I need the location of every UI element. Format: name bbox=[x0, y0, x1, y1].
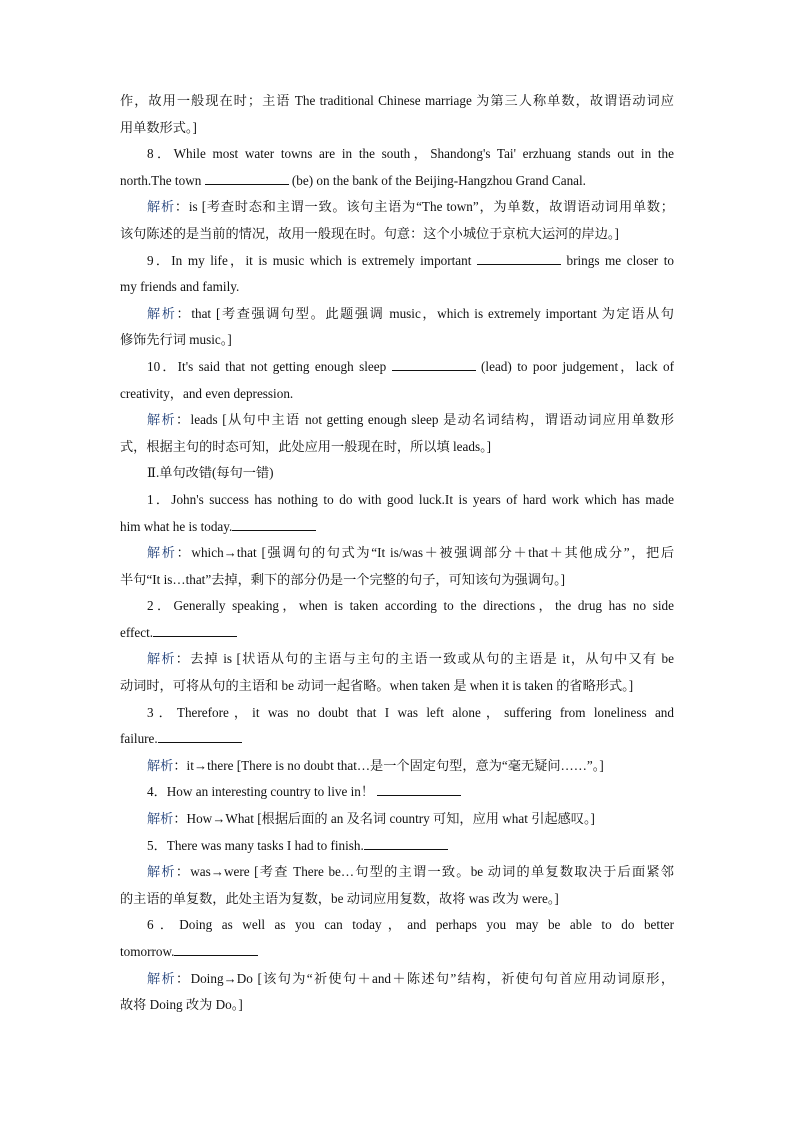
answer-blank bbox=[477, 263, 561, 265]
answer-blank bbox=[364, 848, 448, 850]
answer-analysis-line bbox=[120, 859, 674, 886]
line-text: 的主语的单复数，此处主语为复数，be 动词应用复数，故将 was 改为 were。] bbox=[120, 890, 559, 906]
text-line bbox=[120, 274, 674, 301]
answer-analysis-line bbox=[120, 966, 674, 993]
line-text: ：leads [从句中主语 not getting enough sleep 是动名词结构，谓语动词应用单数形 bbox=[176, 412, 674, 428]
line-text: 3．Therefore，it was no doubt that I was left alone，suffering from loneliness and bbox=[147, 704, 674, 720]
line-text: ：is [考查时态和主谓一致。该句主语为“The town”，为单数，故谓语动词用单数； bbox=[174, 199, 674, 215]
answer-blank bbox=[377, 794, 461, 796]
analysis-label: 解析 bbox=[147, 412, 177, 428]
line-text: failure. bbox=[120, 731, 158, 747]
answer-analysis-line bbox=[120, 753, 674, 780]
line-text-after-blank: (lead) to poor judgement，lack of bbox=[475, 358, 674, 374]
line-text: 修饰先行词 music。] bbox=[120, 332, 232, 348]
line-text: Ⅱ.单句改错(每句一错) bbox=[147, 465, 274, 481]
line-text: 5．There was many tasks I had to finish. bbox=[147, 837, 364, 853]
text-line bbox=[120, 88, 674, 115]
analysis-label: 解析 bbox=[147, 199, 175, 215]
analysis-label: 解析 bbox=[147, 811, 174, 827]
text-line bbox=[120, 567, 674, 594]
text-line bbox=[120, 992, 674, 1019]
text-line bbox=[120, 487, 674, 514]
answer-blank bbox=[153, 635, 237, 637]
text-line bbox=[120, 115, 674, 142]
analysis-label: 解析 bbox=[147, 864, 176, 880]
text-line bbox=[120, 434, 674, 461]
text-line bbox=[120, 354, 674, 381]
line-text: 动词时，可将从句的主语和 be 动词一起省略。when taken 是 when it is taken 的省略形式。] bbox=[120, 678, 634, 694]
line-text: ：去掉 is [状语从句的主语与主句的主语一致或从句的主语是 it，从句中又有 be bbox=[175, 651, 674, 667]
analysis-label: 解析 bbox=[147, 545, 177, 561]
text-line bbox=[120, 141, 674, 168]
line-text: ：Doing→Do [该句为“祈使句＋and＋陈述句”结构，祈使句句首应用动词原形， bbox=[176, 970, 674, 986]
line-text: 4．How an interesting country to live in！ bbox=[147, 784, 378, 800]
line-text: north.The town bbox=[120, 172, 205, 188]
answer-blank bbox=[232, 529, 316, 531]
line-text: 半句“It is…that”去掉，剩下的部分仍是一个完整的句子，可知该句为强调句。] bbox=[120, 571, 566, 587]
answer-analysis-line bbox=[120, 646, 674, 673]
line-text: 6．Doing as well as you can today，and perhaps you may be able to do better bbox=[147, 917, 674, 933]
answer-analysis-line bbox=[120, 301, 674, 328]
line-text: tomorrow. bbox=[120, 944, 175, 959]
line-text: 故将 Doing 改为 Do。] bbox=[120, 997, 243, 1013]
line-text: ：that [考查强调句型。此题强调 music，which is extremely important 为定语从句 bbox=[176, 305, 674, 321]
answer-blank bbox=[158, 741, 242, 743]
text-line bbox=[120, 381, 674, 408]
analysis-label: 解析 bbox=[147, 757, 174, 773]
line-text-after-blank: (be) on the bank of the Beijing-Hangzhou Grand Canal. bbox=[288, 172, 586, 188]
text-line bbox=[120, 248, 674, 275]
line-text: ：which→that [强调句的句式为“It is/was＋被强调部分＋that＋其他成分”，把后 bbox=[176, 545, 674, 561]
text-line bbox=[120, 673, 674, 700]
line-text: 该句陈述的是当前的情况，故用一般现在时。句意：这个小城位于京杭大运河的岸边。] bbox=[120, 225, 619, 241]
text-line bbox=[120, 168, 674, 195]
line-text: 式，根据主句的时态可知，此处应用一般现在时，所以填 leads。] bbox=[120, 438, 492, 454]
text-line bbox=[120, 700, 674, 727]
text-line bbox=[120, 327, 674, 354]
line-text: 1．John's success has nothing to do with good luck.It is years of hard work which has made bbox=[147, 491, 674, 507]
analysis-label: 解析 bbox=[147, 651, 176, 667]
line-text: effect. bbox=[120, 624, 154, 640]
line-text: creativity，and even depression. bbox=[120, 385, 294, 401]
text-line bbox=[120, 779, 674, 806]
answer-analysis-line bbox=[120, 540, 674, 567]
text-line bbox=[120, 833, 674, 860]
answer-blank bbox=[392, 369, 476, 371]
text-line bbox=[120, 912, 674, 939]
document-page bbox=[120, 88, 674, 1019]
line-text: 9．In my life，it is music which is extremely important bbox=[147, 252, 477, 268]
line-text: 10．It's said that not getting enough sleep bbox=[147, 358, 392, 374]
line-text: 2．Generally speaking，when is taken according to the directions，the drug has no side bbox=[147, 598, 674, 614]
text-line bbox=[120, 593, 674, 620]
text-line bbox=[120, 939, 674, 966]
answer-analysis-line bbox=[120, 806, 674, 833]
analysis-label: 解析 bbox=[147, 970, 177, 986]
line-text-after-blank: brings me closer to bbox=[560, 252, 674, 268]
text-line bbox=[120, 620, 674, 647]
line-text: ：was→were [考查 There be…句型的主谓一致。be 动词的单复数取决于后面紧邻 bbox=[175, 864, 674, 880]
answer-blank bbox=[205, 183, 289, 185]
line-text: 作，故用一般现在时；主语 The traditional Chinese marriage 为第三人称单数，故谓语动词应 bbox=[120, 93, 674, 108]
text-line bbox=[120, 221, 674, 248]
line-text: 8．While most water towns are in the south，Shandong's Tai' erzhuang stands out in the bbox=[147, 146, 674, 162]
line-text: ：it→there [There is no doubt that…是一个固定句型，意为“毫无疑问……”。] bbox=[173, 757, 604, 773]
answer-analysis-line bbox=[120, 407, 674, 434]
analysis-label: 解析 bbox=[147, 305, 177, 321]
line-text: 用单数形式。] bbox=[120, 119, 197, 135]
line-text: my friends and family. bbox=[120, 279, 240, 295]
text-line bbox=[120, 886, 674, 913]
line-text: ：How→What [根据后面的 an 及名词 country 可知，应用 what 引起感叹。] bbox=[173, 811, 595, 827]
line-text: him what he is today. bbox=[120, 518, 233, 534]
text-line bbox=[120, 460, 674, 487]
answer-blank bbox=[174, 954, 258, 956]
text-line bbox=[120, 514, 674, 541]
text-line bbox=[120, 726, 674, 753]
answer-analysis-line bbox=[120, 194, 674, 221]
